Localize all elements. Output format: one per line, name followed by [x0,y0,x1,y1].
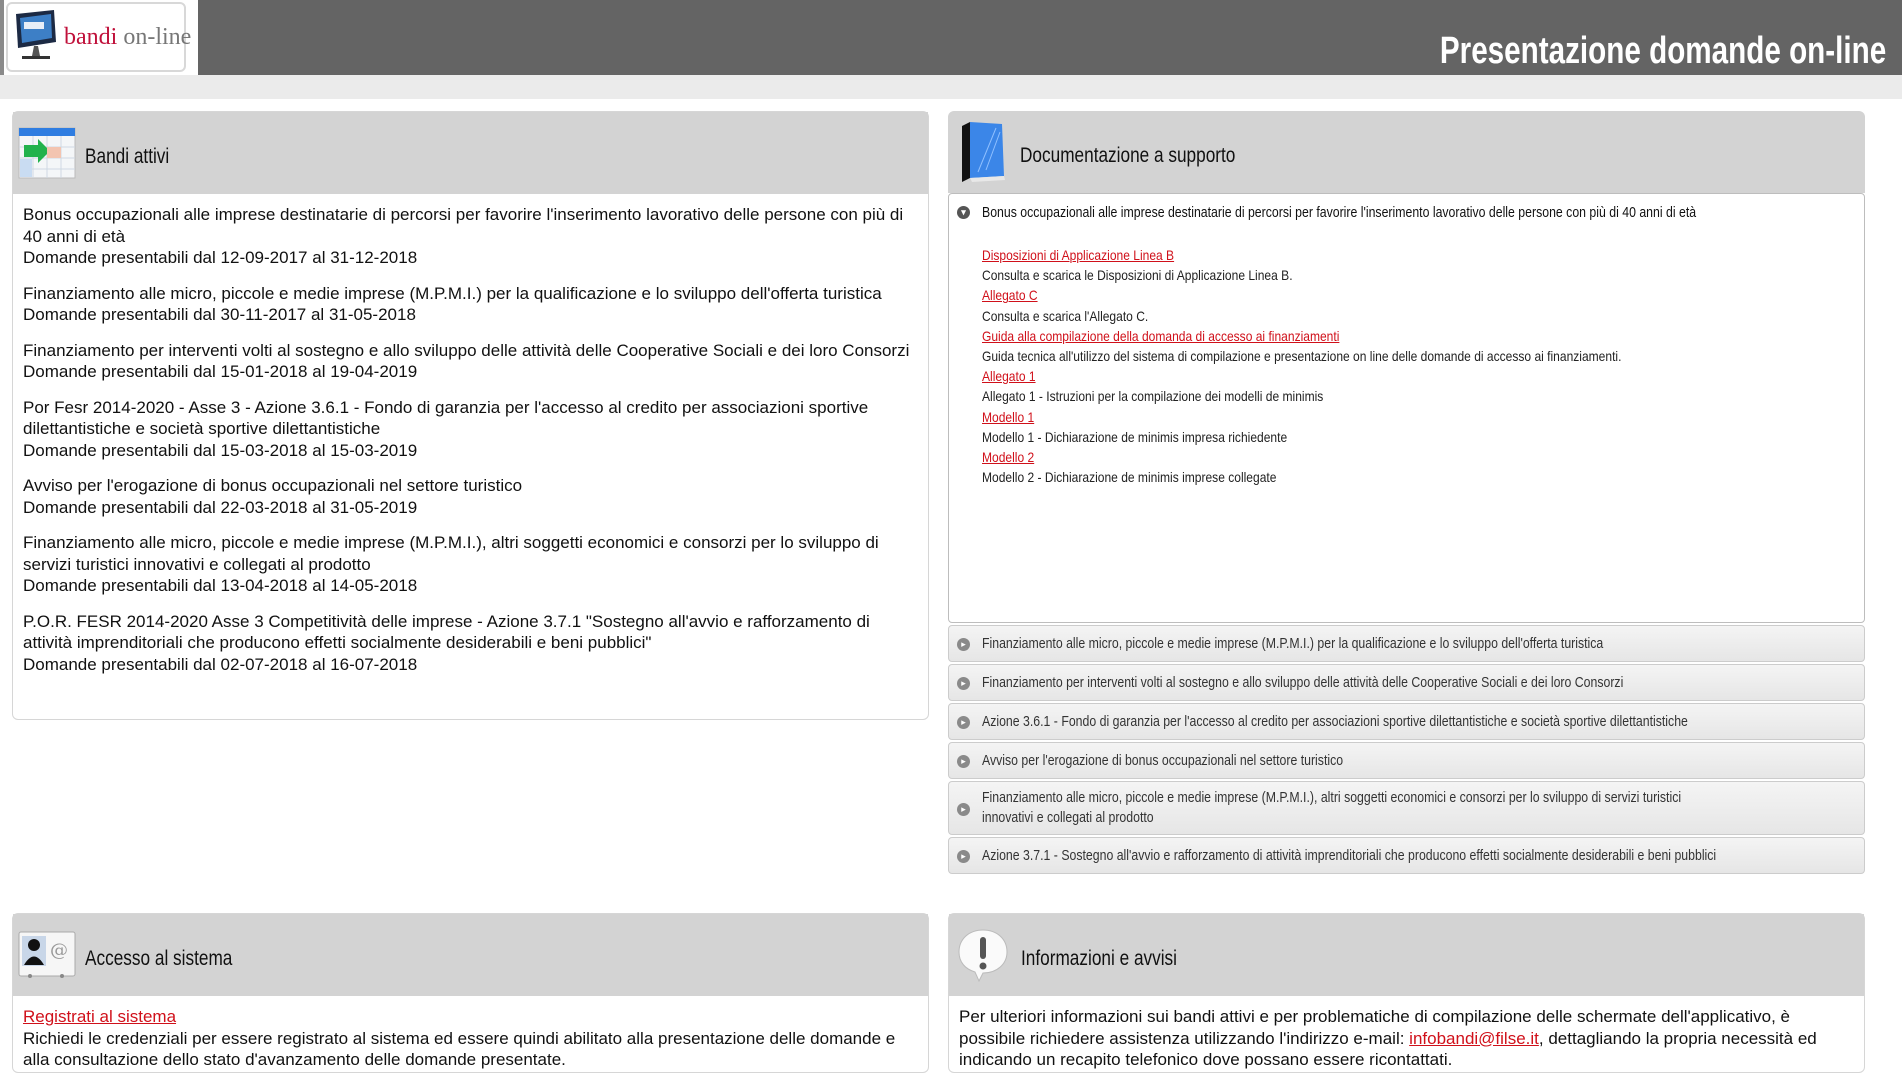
bando-item [13,611,928,676]
page-title: Presentazione domande on-line [1439,30,1886,72]
bando-item [13,283,928,326]
document-link[interactable]: Modello 2 [982,449,1035,466]
bando-dates [23,575,918,597]
accordion-section-collapsed[interactable] [948,703,1865,740]
date-from: 22-03-2018 [220,497,308,517]
document-description: Allegato 1 - Istruzioni per la compilazione dei modelli de minimis [982,388,1324,405]
register-description: Richiedi le credenziali per essere registrato al sistema ed essere quindi abilitato alla presentazione delle domande e alla consultazione dello stato d'avanzamento delle domande presentate. [23,1028,896,1069]
date-prefix: Domande presentabili dal [23,305,216,324]
documentazione-panel [948,111,1865,877]
bandi-list [13,204,928,675]
bando-dates [23,304,918,326]
document-description: Guida tecnica all'utilizzo del sistema di compilazione e presentazione on line delle domande di accesso ai finanziamenti. [982,348,1622,365]
date-from: 12-09-2017 [220,248,308,267]
calendar-arrow-icon [17,124,77,182]
date-mid: al [312,576,326,595]
date-from: 30-11-2017 [220,305,307,324]
date-mid: al [312,497,326,517]
closed-sections [948,625,1865,874]
date-prefix: Domande presentabili dal [23,497,216,517]
bando-title: Finanziamento alle micro, piccole e medie imprese (M.P.M.I.), altri soggetti economici e consorzi per lo sviluppo di servizi turistici innovativi e collegati al prodotto [23,533,879,574]
date-from: 13-04-2018 [220,576,308,595]
info-text-after: , dettagliando la propria necessità ed indicando un recapito telefonico dove possano essere ricontattati. [959,1028,1817,1069]
date-mid: al [312,654,326,674]
accordion-title: Finanziamento alle micro, piccole e medie imprese (M.P.M.I.) per la qualificazione e lo sviluppo dell'offerta turistica [982,634,1604,652]
accordion-section-collapsed[interactable] [948,837,1865,874]
sub-bar [0,75,1902,99]
accordion-title: Azione 3.7.1 - Sostegno all'avvio e rafforzamento di attività imprenditoriali che producono effetti socialmente desiderabili e beni pubblici [982,846,1717,864]
expand-circle-icon: ▸ [957,850,970,863]
date-prefix: Domande presentabili dal [23,654,216,674]
date-from: 15-01-2018 [220,362,308,381]
accordion-title: Bonus occupazionali alle imprese destinatarie di percorsi per favorire l'inserimento lavorativo delle persone con più di 40 anni di età [982,204,1697,221]
expand-circle-icon: ▸ [957,755,970,768]
logo-text-primary: bandi [64,23,118,50]
date-to: 31-05-2018 [328,305,416,324]
bando-title: Finanziamento per interventi volti al sostegno e allo sviluppo delle attività delle Cooperative Sociali e dei loro Consorzi [23,340,910,360]
collapse-circle-icon: ▾ [957,206,970,219]
bando-dates [23,361,918,383]
expand-circle-icon: ▸ [957,677,970,690]
bando-title: Avviso per l'erogazione di bonus occupazionali nel settore turistico [23,476,523,495]
panel-header [13,112,928,194]
panel-header [948,111,1865,193]
accordion-section-open [948,193,1865,623]
document-link[interactable]: Allegato C [982,287,1038,304]
user-contact-icon [17,926,77,984]
document-link[interactable]: Allegato 1 [982,368,1036,385]
bando-item [13,204,928,269]
accordion-title: Avviso per l'erogazione di bonus occupazionali nel settore turistico [982,751,1344,769]
date-prefix: Domande presentabili dal [23,248,216,267]
info-text-before: Per ulteriori informazioni sui bandi attivi e per problematiche di compilazione delle schermate dell'applicativo, è possibile richiedere assistenza utilizzando l'indirizzo e-mail: [959,1007,1790,1048]
date-prefix: Domande presentabili dal [23,362,216,381]
bando-title: P.O.R. FESR 2014-2020 Asse 3 Competitività delle imprese - Azione 3.7.1 "Sostegno all'avvio e rafforzamento di attività imprenditoriali che producono effetti socialmente desiderabili e beni pubblici" [23,611,870,652]
logo-text [64,24,191,51]
email-link[interactable]: infobandi@filse.it [1409,1028,1539,1048]
accesso-panel [12,913,929,1073]
bando-dates [23,654,918,676]
date-to: 31-05-2019 [330,497,418,517]
expand-circle-icon: ▸ [957,638,970,651]
date-to: 19-04-2019 [330,362,418,381]
panel-title: Documentazione a supporto [1020,144,1236,167]
date-prefix: Domande presentabili dal [23,440,216,460]
date-mid: al [312,362,326,381]
bando-item [13,532,928,597]
document-description: Modello 2 - Dichiarazione de minimis imprese collegate [982,469,1277,486]
panel-title: Bandi attivi [85,145,170,168]
accordion-title: Azione 3.6.1 - Fondo di garanzia per l'accesso al credito per associazioni sportive dilettantistiche e società sportive dilettantistiche [982,712,1688,730]
accordion-section-collapsed[interactable] [948,781,1865,835]
date-mid: al [312,440,326,460]
document-list [949,221,1864,487]
document-description: Modello 1 - Dichiarazione de minimis impresa richiedente [982,428,1288,445]
book-icon [952,123,1012,181]
bando-title: Por Fesr 2014-2020 - Asse 3 - Azione 3.6.1 - Fondo di garanzia per l'accesso al credito per associazioni sportive dilettantistiche e società sportive dilettantistiche [23,397,869,438]
bando-dates [23,247,918,269]
panel-header [949,914,1864,996]
accesso-body [13,996,928,1081]
informazioni-body [949,996,1864,1081]
bando-title: Bonus occupazionali alle imprese destinatarie di percorsi per favorire l'inserimento lavorativo delle persone con più di 40 anni di età [23,205,904,246]
date-from: 02-07-2018 [220,654,308,674]
monitor-icon [14,8,58,67]
bandi-attivi-panel [12,111,929,720]
date-to: 15-03-2019 [330,440,418,460]
panel-title: Accesso al sistema [85,947,233,970]
document-description: Consulta e scarica l'Allegato C. [982,307,1149,324]
expand-circle-icon: ▸ [957,716,970,729]
logo[interactable] [6,2,192,72]
date-prefix: Domande presentabili dal [23,576,216,595]
bando-item [13,397,928,462]
document-link[interactable]: Guida alla compilazione della domanda di accesso ai finanziamenti [982,327,1340,344]
panel-title: Informazioni e avvisi [1021,947,1178,970]
logo-text-secondary: on-line [123,23,192,50]
accordion-title: Finanziamento per interventi volti al sostegno e allo sviluppo delle attività delle Cooperative Sociali e dei loro Consorzi [982,673,1624,691]
bando-item [13,475,928,518]
document-link[interactable]: Modello 1 [982,408,1035,425]
informazioni-panel [948,913,1865,1073]
accordion-section-collapsed[interactable] [948,625,1865,662]
date-mid: al [310,305,325,324]
date-to: 14-05-2018 [330,576,418,595]
register-link[interactable]: Registrati al sistema [23,1007,177,1026]
document-description: Consulta e scarica le Disposizioni di Applicazione Linea B. [982,267,1293,284]
bando-dates [23,497,918,519]
exclamation-bubble-icon [953,926,1013,984]
accordion-title: Finanziamento alle micro, piccole e medie imprese (M.P.M.I.), altri soggetti economici e consorzi per lo sviluppo di servizi turistici innovativi e collegati al prodotto [982,789,1682,826]
bando-item [13,340,928,383]
top-bar [0,0,1902,75]
date-to: 16-07-2018 [330,654,418,674]
panel-header [13,914,928,996]
accordion-header[interactable] [949,194,1864,221]
bando-dates [23,440,918,462]
date-from: 15-03-2018 [220,440,308,460]
bando-title: Finanziamento alle micro, piccole e medie imprese (M.P.M.I.) per la qualificazione e lo sviluppo dell'offerta turistica [23,283,882,303]
svg-text:@: @ [50,940,68,961]
accordion-section-collapsed[interactable] [948,664,1865,701]
date-to: 31-12-2018 [330,248,418,267]
expand-circle-icon: ▸ [957,803,970,816]
document-link[interactable]: Disposizioni di Applicazione Linea B [982,247,1175,263]
accordion-section-collapsed[interactable] [948,742,1865,779]
date-mid: al [312,248,326,267]
